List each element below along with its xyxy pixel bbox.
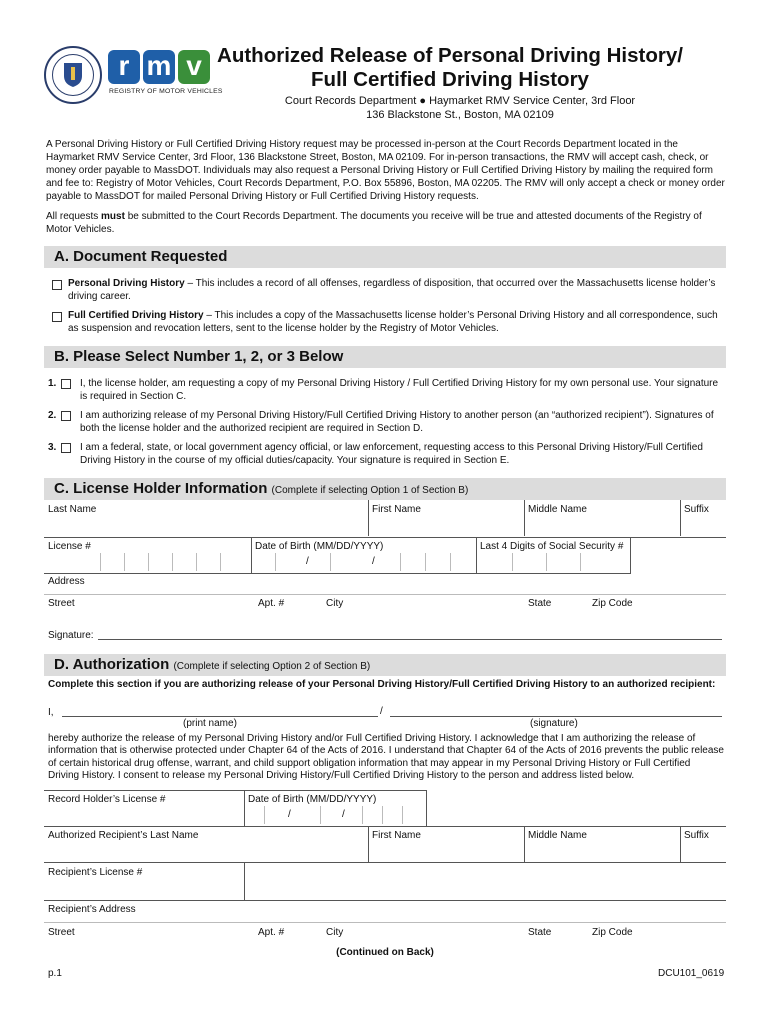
divider <box>244 862 245 900</box>
page-number: p.1 <box>48 968 62 979</box>
section-c-note: (Complete if selecting Option 1 of Section B) <box>271 485 469 496</box>
req-text-bold: must <box>101 211 125 222</box>
c-zip-label: Zip Code <box>592 598 633 609</box>
option-b3-number: 3. <box>48 442 57 453</box>
rmv-logo <box>108 50 223 95</box>
d-apt-label: Apt. # <box>258 927 285 938</box>
c-license-label: License # <box>48 541 91 552</box>
option-a1-title: Personal Driving History <box>68 278 185 289</box>
c-ssn-label: Last 4 Digits of Social Security # <box>480 541 624 552</box>
c-first-name-label: First Name <box>372 504 421 515</box>
d-recipient-license-label: Recipient’s License # <box>48 867 143 878</box>
digit-divider <box>330 553 331 571</box>
c-middle-name-label: Middle Name <box>528 504 587 515</box>
d-slash: / <box>380 706 383 717</box>
digit-divider <box>172 553 173 571</box>
title-line-1: Authorized Release of Personal Driving History/ <box>217 44 683 67</box>
c-signature-label: Signature: <box>48 630 94 641</box>
option-b3-checkbox[interactable] <box>61 443 71 453</box>
d-authorization-paragraph: hereby authorize the release of my Personal Driving History and/or Full Certified Driving History. I acknowledge that I am authorizing the release of information that is otherwise protected under Chapter 64 of the Acts of 2016. I understand that Chapter 64 of the Acts of 2016 prevents the public release of certain historical drug offense, warrant, and child support obligation information that may appear in my Personal Driving History or Full Certified Driving History. I consent to release my Personal Driving History/Full Certified Driving History to the person and address listed below. <box>48 733 724 781</box>
d-dob-slash-2: / <box>342 809 345 820</box>
c-apt-label: Apt. # <box>258 598 285 609</box>
d-suffix-label: Suffix <box>684 830 709 841</box>
divider <box>426 790 427 826</box>
department-line: Court Records Department ● Haymarket RMV Service Center, 3rd Floor <box>284 95 636 107</box>
d-city-label: City <box>326 927 344 938</box>
section-d-title: D. Authorization (Complete if selecting Option 2 of Section B) <box>54 656 371 673</box>
digit-divider <box>402 806 403 824</box>
c-street-label: Street <box>48 598 75 609</box>
divider <box>44 573 631 574</box>
digit-divider <box>400 553 401 571</box>
d-record-license-label: Record Holder’s License # <box>48 794 166 805</box>
option-b2-number: 2. <box>48 410 57 421</box>
d-dob-label: Date of Birth (MM/DD/YYYY) <box>248 794 377 805</box>
c-last-name-field[interactable] <box>46 502 366 536</box>
d-recipient-license-field[interactable] <box>46 864 242 900</box>
digit-divider <box>320 806 321 824</box>
logo-subtitle: REGISTRY OF MOTOR VEHICLES <box>109 88 223 95</box>
option-b2-text: I am authorizing release of my Personal Driving History/Full Certified Driving History to another person (an “authorized recipient”). Signatures of both the license holder and the authorized recipient are required in Section D. <box>80 410 714 434</box>
digit-divider <box>100 553 101 571</box>
continued-note: (Continued on Back) <box>336 947 434 958</box>
section-d-header <box>44 654 726 676</box>
c-dob-label: Date of Birth (MM/DD/YYYY) <box>255 541 384 552</box>
c-ssn-field[interactable] <box>477 539 629 573</box>
d-middle-name-field[interactable] <box>525 828 679 862</box>
divider <box>44 900 726 901</box>
digit-divider <box>196 553 197 571</box>
personal-history-option <box>68 278 724 303</box>
requirements-paragraph <box>46 210 726 236</box>
c-suffix-label: Suffix <box>684 504 709 515</box>
section-b-header <box>44 346 726 368</box>
c-address-label: Address <box>48 576 85 587</box>
divider <box>44 862 726 863</box>
divider <box>44 922 726 923</box>
section-d-note: (Complete if selecting Option 2 of Section B) <box>173 661 371 672</box>
divider <box>44 594 726 595</box>
d-recipient-last-label: Authorized Recipient’s Last Name <box>48 830 199 841</box>
d-i-label: I, <box>48 707 54 718</box>
option-a2-title: Full Certified Driving History <box>68 310 204 321</box>
digit-divider <box>546 553 547 571</box>
divider <box>44 790 426 791</box>
c-dob-field[interactable] <box>252 539 475 573</box>
option-b3-text: I am a federal, state, or local government agency official, or law enforcement, requesting access to this Personal Driving History/Full Certified Driving History in the course of my official duties/capacity. Your signature is required in Section E. <box>80 442 703 466</box>
digit-divider <box>580 553 581 571</box>
option-a2-text: – This includes a copy of the Massachusetts license holder’s Personal Driving History and all correspondence, such as suspension and revocation letters, sent to the license holder by the Registry of Motor Vehicles. <box>68 310 718 334</box>
digit-divider <box>512 553 513 571</box>
c-suffix-field[interactable] <box>681 502 725 536</box>
divider <box>44 826 726 827</box>
req-text-1: All requests <box>46 211 102 222</box>
section-a-header <box>44 246 726 268</box>
c-first-name-field[interactable] <box>369 502 523 536</box>
d-zip-label: Zip Code <box>592 927 633 938</box>
d-suffix-field[interactable] <box>681 828 725 862</box>
digit-divider <box>148 553 149 571</box>
d-middle-name-label: Middle Name <box>528 830 587 841</box>
c-dob-slash-1: / <box>306 556 309 567</box>
section-c-title: C. License Holder Information (Complete if selecting Option 1 of Section B) <box>54 480 469 497</box>
digit-divider <box>382 806 383 824</box>
digit-divider <box>362 806 363 824</box>
d-state-label: State <box>528 927 552 938</box>
digit-divider <box>264 806 265 824</box>
d-record-license-field[interactable] <box>46 792 242 826</box>
option-b1-text: I, the license holder, am requesting a copy of my Personal Driving History / Full Certified Driving History for my own personal use. Your signature is required in Section C. <box>80 378 719 402</box>
d-street-label: Street <box>48 927 75 938</box>
option-b2-checkbox[interactable] <box>61 411 71 421</box>
section-a-title: A. Document Requested <box>54 248 228 265</box>
d-first-name-label: First Name <box>372 830 421 841</box>
digit-divider <box>124 553 125 571</box>
d-print-name-caption: (print name) <box>183 718 237 729</box>
req-text-2: be submitted to the Court Records Department. The documents you receive will be true and attested documents of the Registry of Motor Vehicles. <box>46 211 702 235</box>
department-info <box>260 94 660 122</box>
full-certified-checkbox[interactable] <box>52 312 62 322</box>
address-line: 136 Blackstone St., Boston, MA 02109 <box>366 109 554 121</box>
d-print-name-line[interactable] <box>62 716 378 717</box>
logo-letter-v: v <box>178 50 210 84</box>
d-instruction: Complete this section if you are authorizing release of your Personal Driving History/Full Certified Driving History to an authorized recipient: <box>48 679 716 690</box>
digit-divider <box>275 553 276 571</box>
option-b1-checkbox[interactable] <box>61 379 71 389</box>
digit-divider <box>450 553 451 571</box>
section-b-title: B. Please Select Number 1, 2, or 3 Below <box>54 348 344 365</box>
d-dob-slash-1: / <box>288 809 291 820</box>
c-city-label: City <box>326 598 344 609</box>
divider <box>44 537 726 538</box>
divider <box>630 537 631 573</box>
massachusetts-seal <box>44 46 102 104</box>
d-signature-line[interactable] <box>390 716 722 717</box>
d-recipient-address-label: Recipient’s Address <box>48 904 136 915</box>
d-signature-caption: (signature) <box>530 718 578 729</box>
d-recipient-last-field[interactable] <box>46 828 366 862</box>
c-state-label: State <box>528 598 552 609</box>
personal-history-checkbox[interactable] <box>52 280 62 290</box>
digit-divider <box>425 553 426 571</box>
c-signature-line[interactable] <box>98 639 722 640</box>
c-middle-name-field[interactable] <box>525 502 679 536</box>
c-dob-slash-2: / <box>372 556 375 567</box>
section-c-header <box>44 478 726 500</box>
d-dob-field[interactable] <box>245 792 425 826</box>
intro-paragraph: A Personal Driving History or Full Certified Driving History request may be processed in-person at the Court Records Department located in the Haymarket RMV Service Center, 3rd Floor, 136 Blackstone Street, Boston, MA 02109. For in-person transactions, the RMV will accept cash, check, or money order payable to MassDOT. Individuals may also request a Personal Driving History or Full Certified Driving History by mailing the required form and fee to: Registry of Motor Vehicles, Court Records Department, P.O. Box 55896, Boston, MA 02205. The RMV will only accept a check or money order payable to MassDOT for mailed Personal Driving History or Full Certified Driving History requests. <box>46 139 725 202</box>
title-line-2: Full Certified Driving History <box>311 68 589 91</box>
logo-letter-r: r <box>108 50 140 84</box>
option-a1-text: – This includes a record of all offenses, regardless of disposition, that occurred over the Massachusetts license holder’s driving career. <box>68 278 716 302</box>
option-b1-number: 1. <box>48 378 57 389</box>
full-certified-option <box>68 310 724 335</box>
c-last-name-label: Last Name <box>48 504 97 515</box>
form-title <box>200 44 700 92</box>
d-first-name-field[interactable] <box>369 828 523 862</box>
form-id: DCU101_0619 <box>658 968 725 979</box>
digit-divider <box>220 553 221 571</box>
logo-letter-m: m <box>143 50 175 84</box>
seal-shield-icon <box>52 54 94 96</box>
